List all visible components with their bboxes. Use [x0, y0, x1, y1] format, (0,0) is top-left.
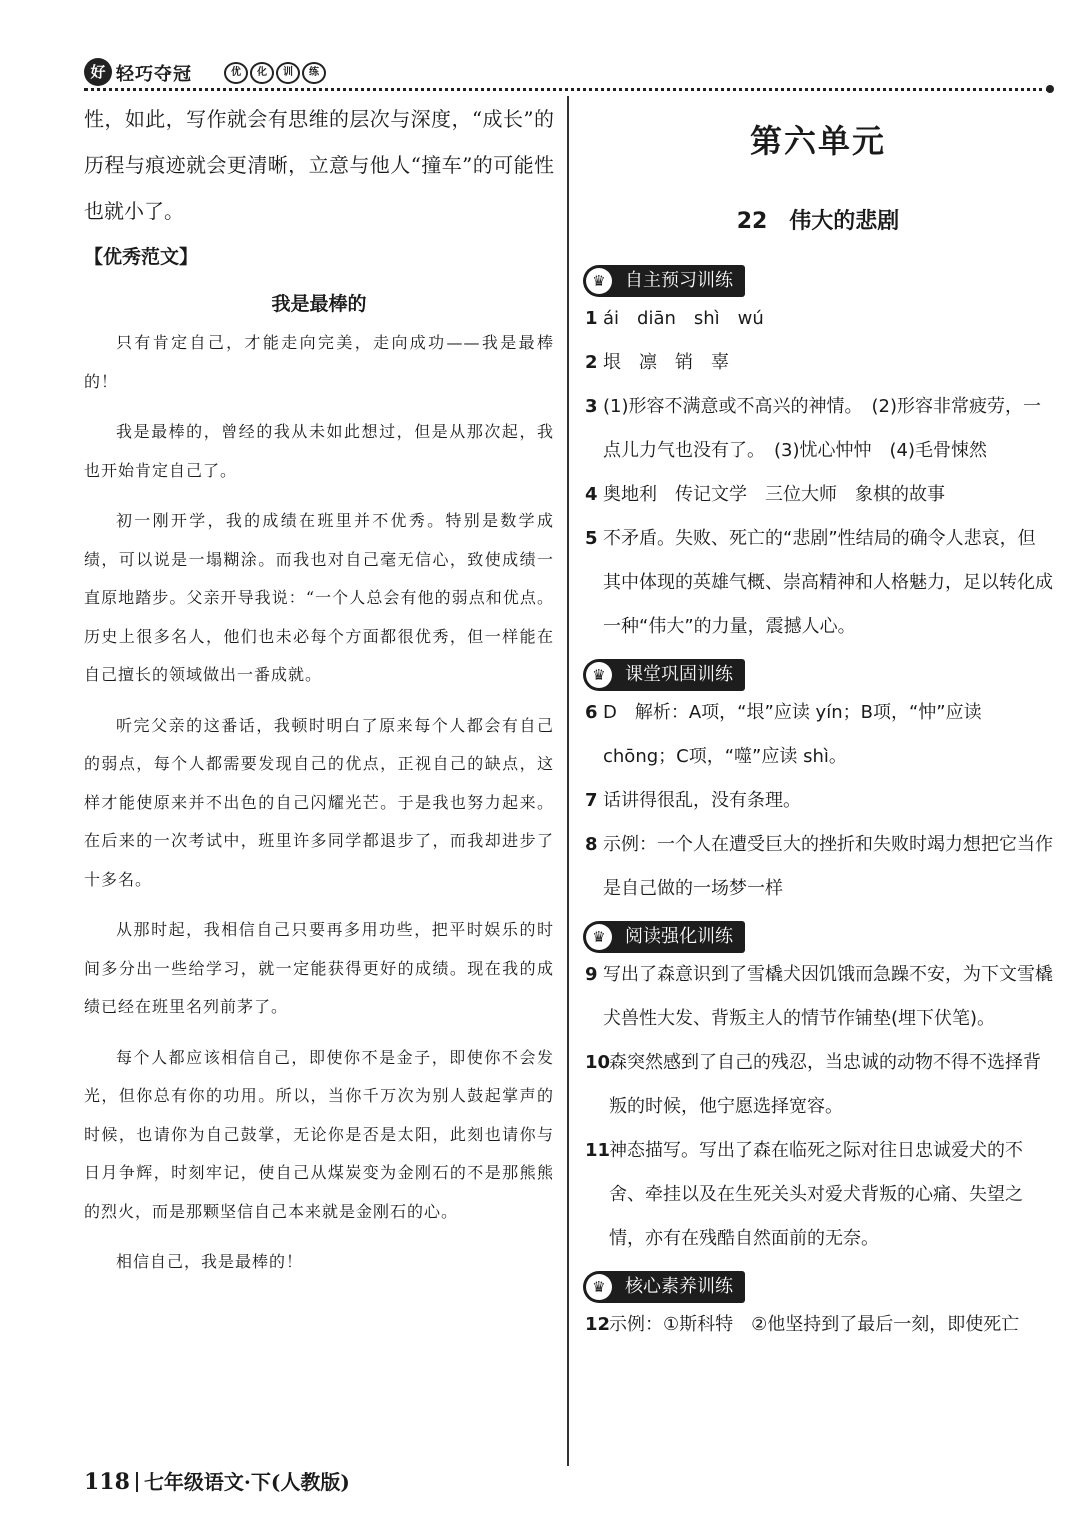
- answer-number: 4: [585, 484, 598, 505]
- answer-item: [583, 779, 1053, 823]
- answer-text: 垠 凛 销 辜: [603, 352, 729, 373]
- answer-item: [583, 1041, 1053, 1129]
- answer-item: [583, 517, 1053, 649]
- answer-item: [583, 691, 1053, 779]
- book-title: 七年级语文·下(人教版): [143, 1470, 350, 1494]
- answer-text: 奥地利 传记文学 三位大师 象棋的故事: [603, 484, 945, 505]
- answer-item: [583, 823, 1053, 911]
- answer-item: [583, 297, 1053, 341]
- column-divider: [567, 96, 569, 1466]
- page-header: [84, 52, 1050, 88]
- answer-text: 话讲得很乱，没有条理。: [603, 790, 801, 811]
- answer-text: 示例：①斯科特 ②他坚持到了最后一刻，即使死亡: [609, 1314, 1020, 1335]
- continued-paragraph: 性，如此，写作就会有思维的层次与深度，“成长”的历程与痕迹就会更清晰，立意与他人“撞车”的可能性也就小了。: [84, 107, 554, 223]
- brand-tag: 训: [276, 62, 300, 84]
- crown-icon: ♛: [586, 924, 612, 950]
- brand-tag: 优: [224, 62, 248, 84]
- banner-label: 核心素养训练: [625, 1276, 733, 1297]
- answer-number: 10: [585, 1052, 611, 1073]
- answer-item: [583, 953, 1053, 1041]
- essay-paragraph: 每个人都应该相信自己，即使你不是金子，即使你不会发光，但你总有你的功用。所以，当你千万次为别人鼓起掌声的时候，也请你为自己鼓掌，无论你是否是太阳，此刻也请你与日月争辉，时刻牢记，使自己从煤炭变为金刚石的不是那熊熊的烈火，而是那颗坚信自己本来就是金刚石的心。: [84, 1047, 554, 1221]
- answer-text: D 解析：A项，“垠”应读 yín；B项，“忡”应读 chōng；C项，“噬”应读 shì。: [603, 702, 982, 767]
- essay-paragraph: 只有肯定自己，才能走向完美，走向成功——我是最棒的！: [84, 333, 554, 391]
- answer-text: (1)形容不满意或不高兴的神情。 (2)形容非常疲劳，一点儿力气也没有了。 (3)忧心忡忡 (4)毛骨悚然: [603, 396, 1041, 461]
- header-rule: [84, 88, 1050, 91]
- brand-tag: 练: [302, 62, 326, 84]
- unit-title: 第六单元: [749, 122, 886, 160]
- essay-paragraph: 初一刚开学，我的成绩在班里并不优秀。特别是数学成绩，可以说是一塌糊涂。而我也对自己毫无信心，致使成绩一直原地踏步。父亲开导我说：“一个人总会有他的弱点和优点。历史上很多名人，他们也未必每个方面都很优秀，但一样能在自己擅长的领域做出一番成就。: [84, 511, 554, 684]
- page-number: 118: [84, 1469, 130, 1495]
- brand-tags: [224, 62, 326, 84]
- answer-item: [583, 1303, 1053, 1347]
- answer-number: 3: [585, 396, 598, 417]
- answer-item: [583, 473, 1053, 517]
- footer-divider: [136, 1472, 138, 1492]
- answer-number: 8: [585, 834, 598, 855]
- essay-paragraph: 从那时起，我相信自己只要再多用功些，把平时娱乐的时间多分出一些给学习，就一定能获得更好的成绩。现在我的成绩已经在班里名列前茅了。: [84, 920, 554, 1016]
- crown-icon: ♛: [586, 1274, 612, 1300]
- essay-paragraph: 相信自己，我是最棒的！: [116, 1252, 304, 1271]
- brand-name: 轻巧夺冠: [116, 64, 192, 85]
- answer-number: 11: [585, 1140, 611, 1161]
- banner-label: 自主预习训练: [625, 270, 733, 291]
- answer-number: 1: [585, 308, 598, 329]
- section-tag: 【优秀范文】: [84, 246, 199, 268]
- section-banner-reading: [583, 921, 745, 953]
- answer-item: [583, 341, 1053, 385]
- crown-icon: ♛: [586, 662, 612, 688]
- answer-number: 9: [585, 964, 598, 985]
- crown-icon: ♛: [586, 268, 612, 294]
- brand-tag: 化: [250, 62, 274, 84]
- answer-number: 2: [585, 352, 598, 373]
- lesson-title: 22 伟大的悲剧: [736, 209, 900, 234]
- right-column: [583, 100, 1053, 1347]
- answer-text: ái diān shì wú: [603, 308, 764, 329]
- answer-number: 7: [585, 790, 598, 811]
- answer-number: 12: [585, 1314, 611, 1335]
- answer-text: 示例：一个人在遭受巨大的挫折和失败时竭力想把它当作是自己做的一场梦一样: [603, 834, 1053, 899]
- essay-paragraph: 我是最棒的，曾经的我从未如此想过，但是从那次起，我也开始肯定自己了。: [84, 422, 554, 480]
- section-banner-preview: [583, 265, 745, 297]
- banner-label: 课堂巩固训练: [625, 664, 733, 685]
- answer-text: 不矛盾。失败、死亡的“悲剧”性结局的确令人悲哀，但其中体现的英雄气概、崇高精神和人格魅力，足以转化成一种“伟大”的力量，震撼人心。: [603, 528, 1053, 637]
- answer-item: [583, 385, 1053, 473]
- answer-text: 写出了森意识到了雪橇犬因饥饿而急躁不安，为下文雪橇犬兽性大发、背叛主人的情节作铺垫(埋下伏笔)。: [603, 964, 1053, 1029]
- left-column: [84, 96, 554, 1294]
- essay-title: 我是最棒的: [271, 293, 367, 315]
- answer-text: 森突然感到了自己的残忍，当忠诚的动物不得不选择背叛的时候，他宁愿选择宽容。: [609, 1052, 1041, 1117]
- answer-number: 6: [585, 702, 598, 723]
- section-banner-core: [583, 1271, 745, 1303]
- page-footer: [84, 1466, 350, 1495]
- answer-number: 5: [585, 528, 598, 549]
- brand-logo-icon: 好: [84, 58, 112, 86]
- section-banner-classroom: [583, 659, 745, 691]
- banner-label: 阅读强化训练: [625, 926, 733, 947]
- essay-paragraph: 听完父亲的这番话，我顿时明白了原来每个人都会有自己的弱点，每个人都需要发现自己的优点，正视自己的缺点，这样才能使原来并不出色的自己闪耀光芒。于是我也努力起来。在后来的一次考试中，班里许多同学都退步了，而我却进步了十多名。: [84, 715, 554, 889]
- answer-item: [583, 1129, 1053, 1261]
- answer-text: 神态描写。写出了森在临死之际对往日忠诚爱犬的不舍、牵挂以及在生死关头对爱犬背叛的心痛、失望之情，亦有在残酷自然面前的无奈。: [609, 1140, 1023, 1249]
